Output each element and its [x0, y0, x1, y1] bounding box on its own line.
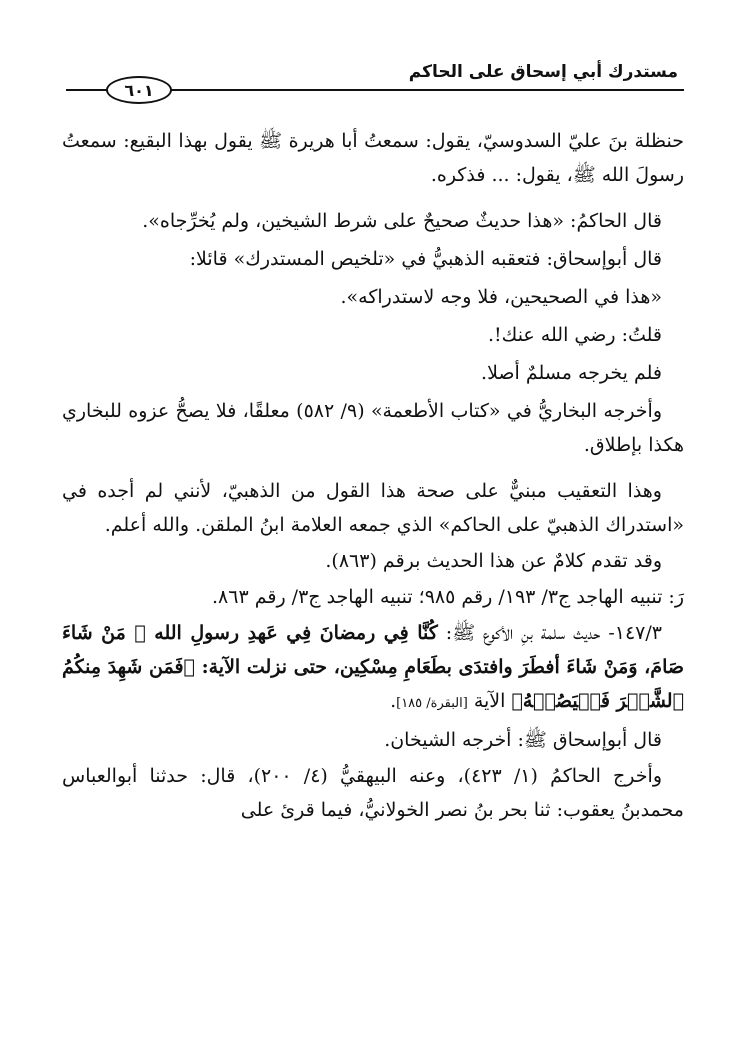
- quran-verse: ﴿فَمَن شَهِدَ مِنكُمُ ٱلشَّهۡرَ فَلۡيَصُمۡهُ﴾: [62, 656, 684, 712]
- hadith-number: ١٤٧/٣-: [600, 622, 662, 644]
- paragraph: قال أبوإسحاق ﷺ: أخرجه الشيخان.: [384, 729, 662, 751]
- page-number-text: ٦٠١: [124, 80, 154, 100]
- paragraph: «هذا في الصحيحين، فلا وجه لاستدراكه».: [340, 286, 662, 308]
- paragraph: قال أبوإسحاق: فتعقبه الذهبيُّ في «تلخيص المستدرك» قائلا:: [189, 248, 662, 270]
- running-title: مستدرك أبي إسحاق على الحاكم: [408, 62, 678, 82]
- verse-reference: [البقرة/ ١٨٥]: [396, 696, 468, 711]
- hadith-intro: حديث سلمة بنِ الأكوع ﷺ:: [437, 622, 601, 644]
- body-text: [62, 124, 684, 829]
- paragraph: حنظلة بنَ عليّ السدوسيّ، يقول: سمعتُ أبا هريرة ﷺ يقول بهذا البقيع: سمعتُ رسولَ الله ﷺ، يقول: ... فذكره.: [62, 130, 684, 186]
- hadith-paragraph: [62, 616, 684, 721]
- hadith-end: .: [390, 690, 397, 712]
- page-number: [106, 76, 172, 104]
- paragraph: وأخرج الحاكمُ (١/ ٤٢٣)، وعنه البيهقيُّ (٤/ ٢٠٠)، قال: حدثنا أبوالعباس محمدبنُ يعقوب: ثنا بحر بنُ نصر الخولانيُّ، فيما قرئ على: [62, 765, 684, 821]
- paragraph: وأخرجه البخاريُّ في «كتاب الأطعمة» (٩/ ٥٨٢) معلقًا، فلا يصحُّ عزوه للبخاري هكذا بإطلاق.: [62, 400, 684, 456]
- reference-line: رَ: تنبيه الهاجد ج٣/ ١٩٣/ رقم ٩٨٥؛ تنبيه الهاجد ج٣/ رقم ٨٦٣.: [212, 586, 684, 608]
- paragraph: قلتُ: رضي الله عنك!.: [488, 324, 662, 346]
- paragraph: وقد تقدم كلامٌ عن هذا الحديث برقم (٨٦٣).: [325, 550, 662, 572]
- paragraph: قال الحاكمُ: «هذا حديثٌ صحيحٌ على شرط الشيخين، ولم يُخرِّجاه».: [142, 210, 662, 232]
- verse-label: الآية: [467, 690, 512, 712]
- hadith-text: كُنَّا فِي رمضانَ فِي عَهدِ رسولِ الله ﷺ مَنْ شَاءَ صَامَ، وَمَنْ شَاءَ أفطَرَ وافتدَى بطَعَامِ مِسْكِين، حتى نزلت الآية:: [62, 622, 684, 678]
- paragraph: فلم يخرجه مسلمٌ أصلا.: [481, 362, 662, 384]
- paragraph: وهذا التعقيب مبنيٌّ على صحة هذا القول من الذهبيّ، لأنني لم أجده في «استدراك الذهبيّ على الحاكم» الذي جمعه العلامة ابنُ الملقن. والله أعلم.: [62, 480, 684, 536]
